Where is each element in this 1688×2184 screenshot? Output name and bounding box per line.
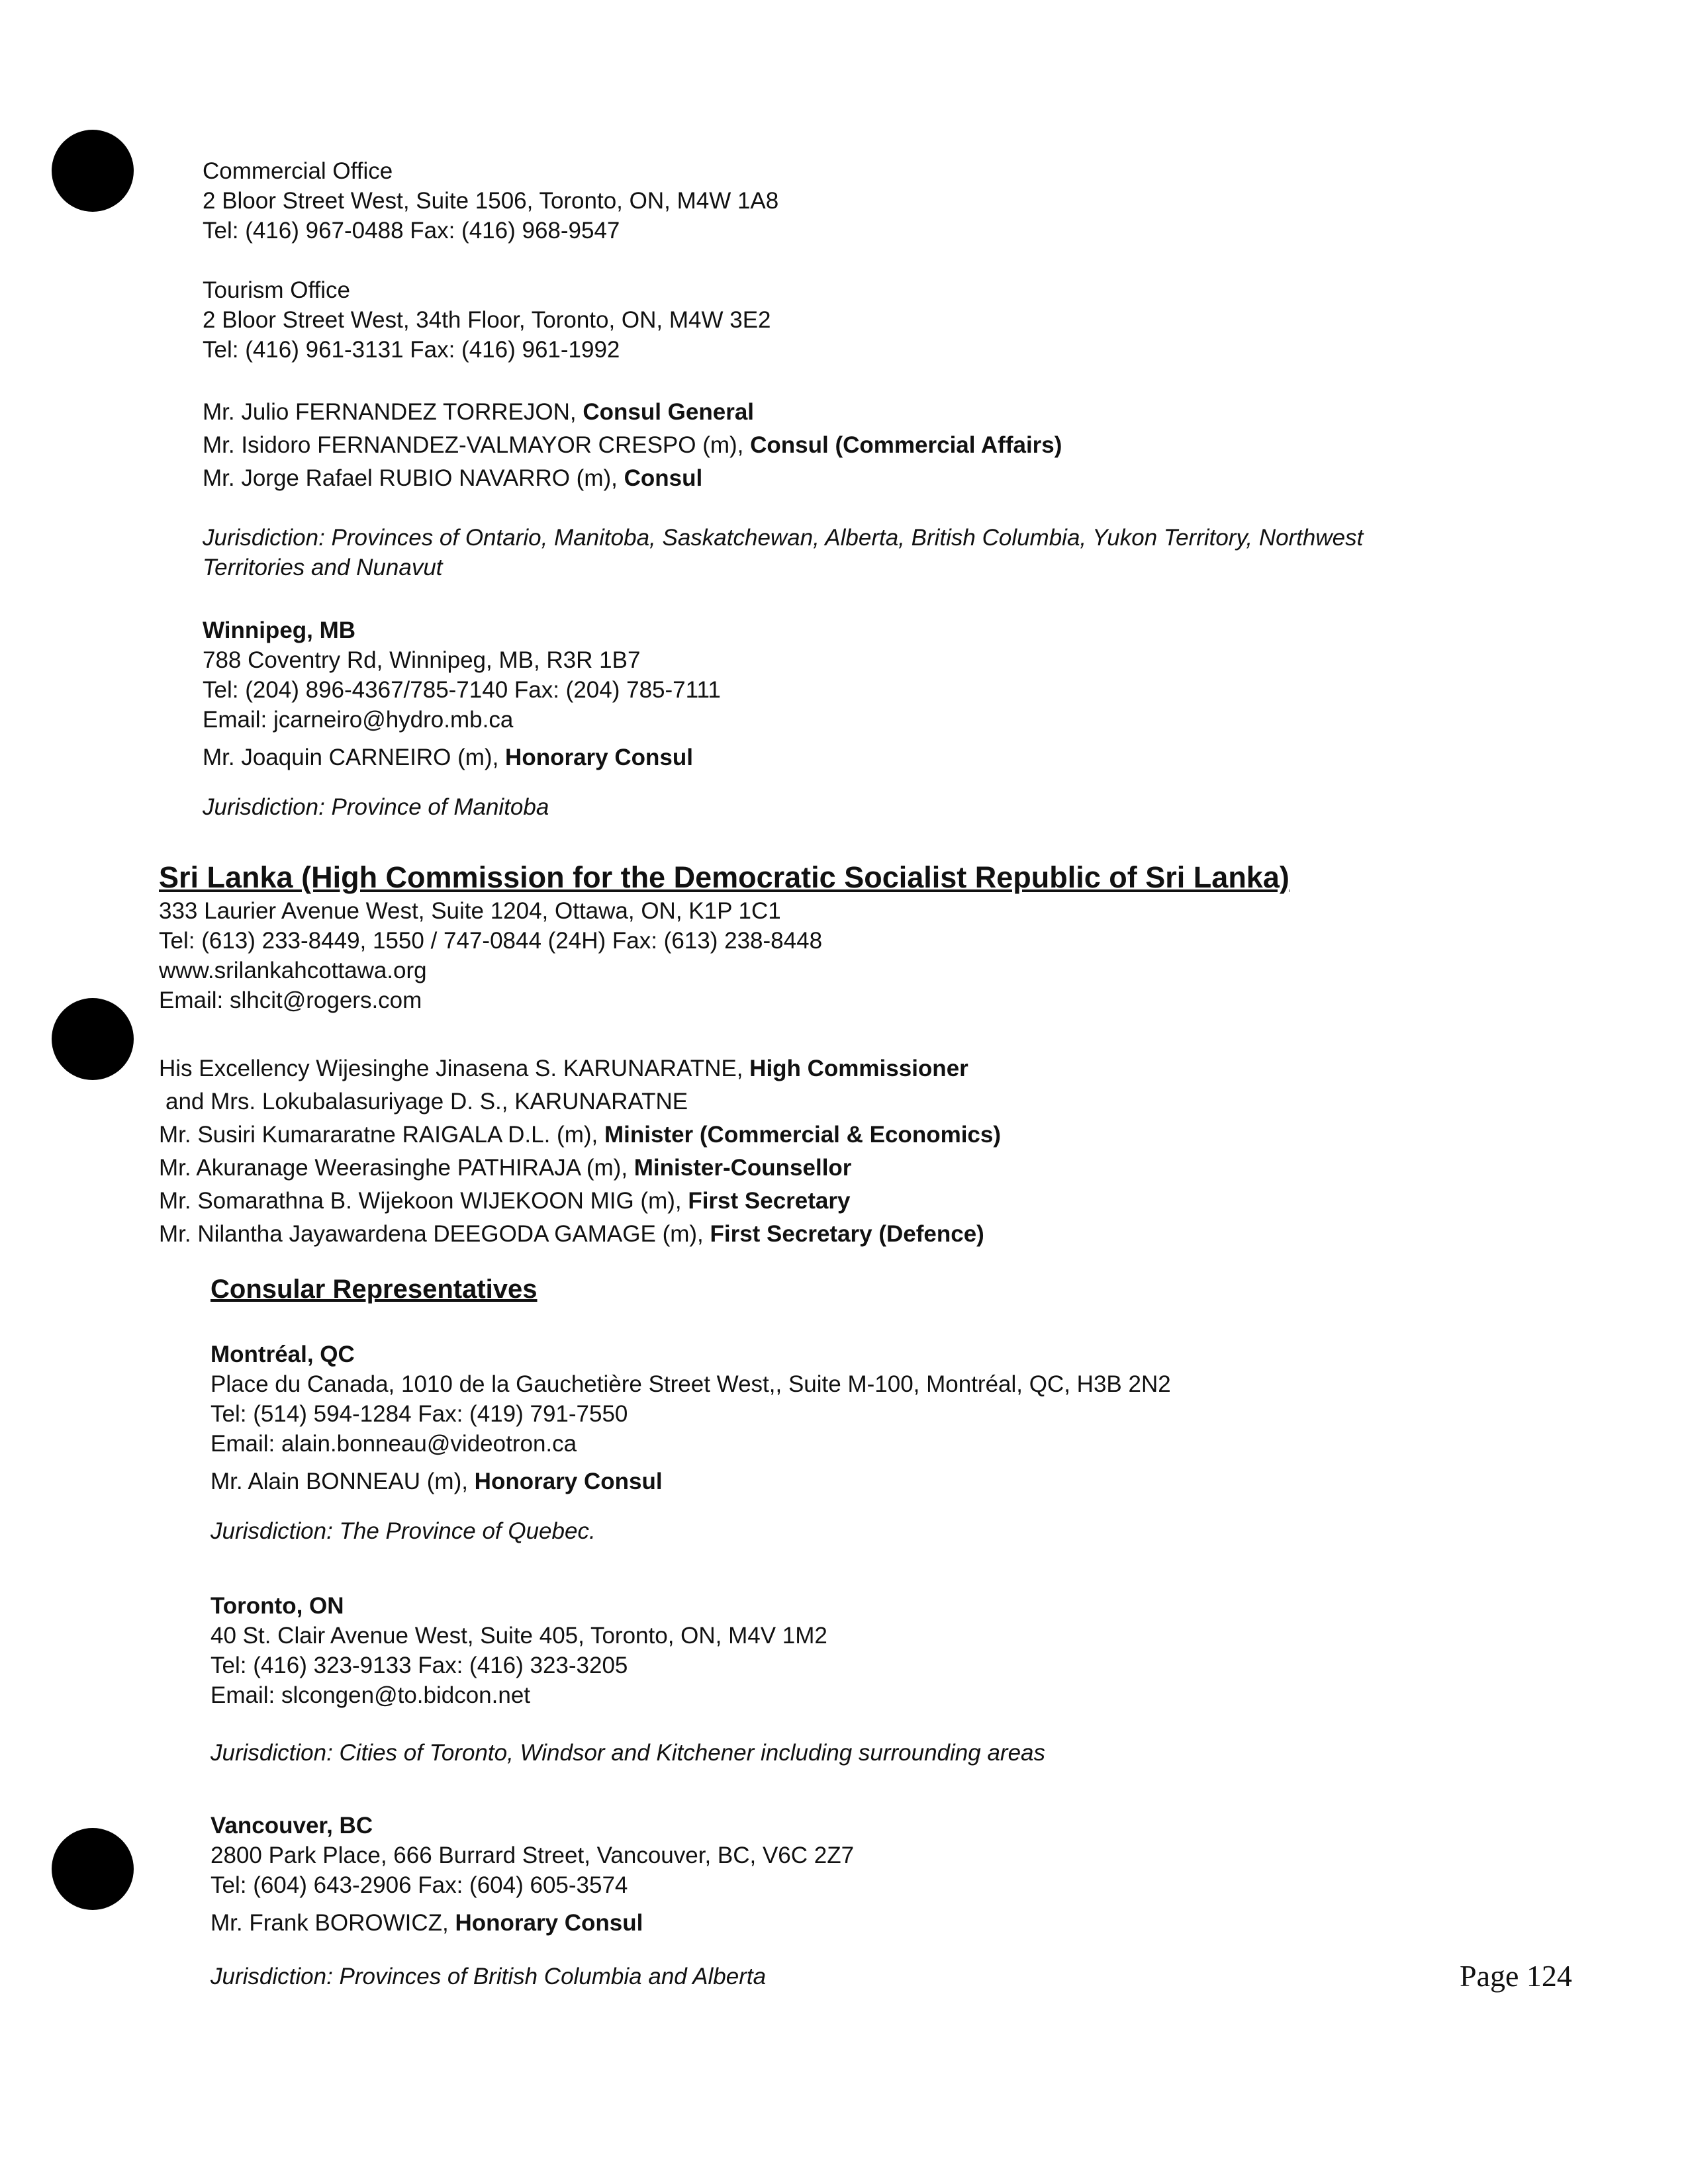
official-row [203, 743, 721, 772]
official-title: Minister-Counsellor [633, 1155, 852, 1181]
official-title: Honorary Consul [455, 1910, 643, 1936]
official-row [203, 396, 1062, 429]
consulate-tel-fax: Tel: (204) 896-4367/785-7140 Fax: (204) 785-7111 [203, 677, 721, 703]
official-name: Mr. Frank BOROWICZ, [211, 1910, 455, 1936]
consulate-address: 40 St. Clair Avenue West, Suite 405, Toronto, ON, M4V 1M2 [211, 1623, 827, 1649]
official-name: Mr. Jorge Rafael RUBIO NAVARRO (m), [203, 465, 624, 491]
jurisdiction-line: Jurisdiction: Cities of Toronto, Windsor and Kitchener including surrounding areas [211, 1740, 1046, 1766]
official-row [211, 1467, 1171, 1496]
tourism-office-address: 2 Bloor Street West, 34th Floor, Toronto, ON, M4W 3E2 [203, 307, 771, 333]
spain-offices-block [203, 156, 778, 365]
punch-hole-top [52, 130, 134, 212]
official-title: First Secretary [688, 1188, 851, 1214]
sri-lanka-section [159, 859, 1289, 1015]
jurisdiction-line: Territories and Nunavut [203, 555, 443, 580]
official-name: Mr. Somarathna B. Wijekoon WIJEKOON MIG (m), [159, 1188, 688, 1214]
tourism-office-name: Tourism Office [203, 277, 351, 303]
punch-hole-middle [52, 998, 134, 1080]
official-row [159, 1052, 1001, 1085]
consulate-address: 788 Coventry Rd, Winnipeg, MB, R3R 1B7 [203, 647, 641, 673]
embassy-address: 333 Laurier Avenue West, Suite 1204, Ottawa, ON, K1P 1C1 [159, 898, 781, 924]
jurisdiction-line: Jurisdiction: The Province of Quebec. [211, 1518, 596, 1544]
consulate-email: Email: alain.bonneau@videotron.ca [211, 1431, 577, 1457]
official-row [203, 429, 1062, 462]
official-title: Consul (Commercial Affairs) [750, 432, 1062, 458]
consulate-tel-fax: Tel: (416) 323-9133 Fax: (416) 323-3205 [211, 1653, 628, 1678]
page-number: Page 124 [1460, 1959, 1572, 1993]
toronto-consulate [211, 1591, 1045, 1768]
official-name: His Excellency Wijesinghe Jinasena S. KARUNARATNE, [159, 1056, 750, 1081]
official-name: Mr. Joaquin CARNEIRO (m), [203, 745, 506, 770]
official-row [159, 1152, 1001, 1185]
consular-representatives [211, 1272, 538, 1306]
punch-hole-bottom [52, 1828, 134, 1910]
montreal-consulate [211, 1340, 1171, 1546]
official-row [211, 1908, 854, 1938]
consulate-tel-fax: Tel: (604) 643-2906 Fax: (604) 605-3574 [211, 1872, 628, 1898]
official-title: First Secretary (Defence) [710, 1221, 984, 1247]
sri-lanka-officials [159, 1052, 1001, 1251]
consulate-email: Email: slcongen@to.bidcon.net [211, 1682, 531, 1708]
official-title: Consul General [583, 399, 755, 425]
official-title: High Commissioner [749, 1056, 968, 1081]
official-name: Mr. Nilantha Jayawardena DEEGODA GAMAGE (m), [159, 1221, 710, 1247]
city-heading: Winnipeg, MB [203, 617, 356, 643]
consulate-tel-fax: Tel: (514) 594-1284 Fax: (419) 791-7550 [211, 1401, 628, 1427]
winnipeg-consulate [203, 615, 721, 822]
vancouver-consulate [211, 1811, 854, 1991]
embassy-tel-fax: Tel: (613) 233-8449, 1550 / 747-0844 (24H) Fax: (613) 238-8448 [159, 928, 823, 954]
embassy-email: Email: slhcit@rogers.com [159, 987, 422, 1013]
official-row [159, 1185, 1001, 1218]
official-row [159, 1118, 1001, 1152]
official-row [203, 462, 1062, 495]
spain-officials-block [203, 396, 1062, 495]
official-name: Mr. Susiri Kumararatne RAIGALA D.L. (m), [159, 1122, 604, 1148]
official-row [159, 1218, 1001, 1251]
official-name: Mr. Alain BONNEAU (m), [211, 1469, 475, 1494]
commercial-office-address: 2 Bloor Street West, Suite 1506, Toronto, ON, M4W 1A8 [203, 188, 779, 214]
tourism-office-tel-fax: Tel: (416) 961-3131 Fax: (416) 961-1992 [203, 337, 620, 363]
city-heading: Montréal, QC [211, 1342, 355, 1367]
official-name: Mr. Julio FERNANDEZ TORREJON, [203, 399, 583, 425]
spain-jurisdiction [203, 523, 1363, 582]
jurisdiction-line: Jurisdiction: Provinces of British Columbia and Alberta [211, 1964, 767, 1989]
city-heading: Vancouver, BC [211, 1813, 373, 1839]
city-heading: Toronto, ON [211, 1593, 344, 1619]
consulate-address: 2800 Park Place, 666 Burrard Street, Vancouver, BC, V6C 2Z7 [211, 1843, 855, 1868]
official-spouse: and Mrs. Lokubalasuriyage D. S., KARUNARATNE [165, 1089, 688, 1115]
country-heading: Sri Lanka (High Commission for the Democratic Socialist Republic of Sri Lanka) [159, 860, 1289, 894]
consulate-address: Place du Canada, 1010 de la Gauchetière Street West,, Suite M-100, Montréal, QC, H3B 2N2 [211, 1371, 1171, 1397]
official-title: Consul [624, 465, 703, 491]
jurisdiction-line: Jurisdiction: Province of Manitoba [203, 794, 549, 820]
official-title: Honorary Consul [505, 745, 693, 770]
official-title: Minister (Commercial & Economics) [604, 1122, 1002, 1148]
embassy-website: www.srilankahcottawa.org [159, 958, 427, 983]
commercial-office-tel-fax: Tel: (416) 967-0488 Fax: (416) 968-9547 [203, 218, 620, 244]
consular-heading: Consular Representatives [211, 1275, 538, 1304]
official-name: Mr. Isidoro FERNANDEZ-VALMAYOR CRESPO (m), [203, 432, 751, 458]
jurisdiction-line: Jurisdiction: Provinces of Ontario, Manitoba, Saskatchewan, Alberta, British Columbia, Yukon Territory, Northwest [203, 525, 1364, 551]
official-name: Mr. Akuranage Weerasinghe PATHIRAJA (m), [159, 1155, 634, 1181]
commercial-office-name: Commercial Office [203, 158, 393, 184]
official-title: Honorary Consul [474, 1469, 663, 1494]
consulate-email: Email: jcarneiro@hydro.mb.ca [203, 707, 514, 733]
